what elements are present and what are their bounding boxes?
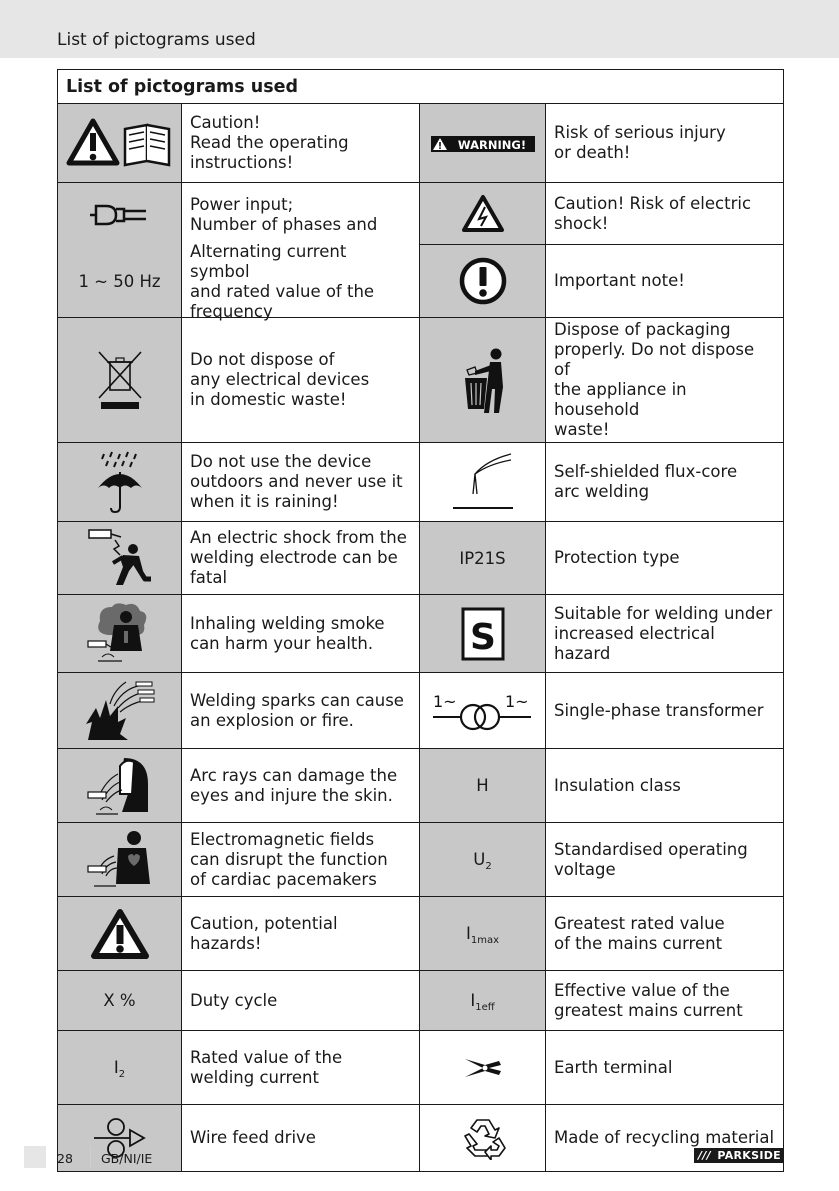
power-plug-icon [58,183,181,247]
pictogram-description: Suitable for welding under increased electrical hazard [546,595,784,673]
table-row [58,1105,784,1172]
pictogram-description: Risk of serious injury or death! [546,104,784,183]
protection-type-symbol: IP21S [420,522,546,595]
warning-label-icon [420,104,546,183]
pictogram-description: An electric shock from the welding electrode can be fatal [182,522,420,595]
recycling-icon [420,1105,546,1172]
pictogram-description: Duty cycle [182,971,420,1031]
single-phase-transformer-icon [420,673,546,749]
table-row [58,897,784,971]
duty-cycle-symbol: X % [58,971,182,1031]
pictogram-description: Effective value of the greatest mains current [546,971,784,1031]
page-number: 28 [57,1151,73,1166]
operating-voltage-symbol: $U_2$ [420,823,546,897]
dispose-packaging-icon [420,318,546,443]
pictogram-description: Caution, potential hazards! [182,897,420,971]
pictogram-description: Welding sparks can cause an explosion or fire. [182,673,420,749]
earth-clamp-icon [420,1031,546,1105]
welding-smoke-icon [58,595,182,673]
table-row [58,971,784,1031]
svg-text:1~: 1~ [504,691,529,711]
welding-current-symbol: $I_2$ [58,1031,182,1105]
flux-core-welding-icon [420,443,546,522]
rain-umbrella-icon [58,443,182,522]
brand-logo [694,1148,784,1163]
pacemaker-icon [58,823,182,897]
mains-current-symbol: $I_{1max}$ [420,897,546,971]
pictogram-description: Wire feed drive [182,1105,420,1172]
shock-note-cell [420,183,546,318]
insulation-class-symbol: H [420,749,546,823]
pictogram-description: Inhaling welding smoke can harm your health. [182,595,420,673]
page-title: List of pictograms used [57,30,256,50]
table-row [58,318,784,443]
table-row [58,1031,784,1105]
brand-name: PARKSIDE [717,1149,781,1162]
pictogram-description: Electromagnetic fields can disrupt the function of cardiac pacemakers [182,823,420,897]
table-caption: List of pictograms used [58,70,784,104]
table-row [58,673,784,749]
electrode-shock-icon [58,522,182,595]
frequency-symbol: 1 ~ 50 Hz [78,272,161,291]
pictogram-description: Do not dispose of any electrical devices in domestic waste! [182,318,420,443]
table-row [58,595,784,673]
table-row [58,183,784,318]
table-row [58,749,784,823]
effective-current-symbol: $I_{1eff}$ [420,971,546,1031]
pictogram-description: Self-shielded flux-core arc welding [546,443,784,522]
crossed-bin-icon [58,318,182,443]
footer-tab [24,1146,46,1168]
svg-text:S: S [469,616,496,658]
pictogram-description: Made of recycling material [546,1105,784,1172]
table-row [58,823,784,897]
electric-shock-triangle-icon [420,183,545,245]
pictogram-description: Rated value of the welding current [182,1031,420,1105]
pictogram-description: Insulation class [546,749,784,823]
s-symbol-icon [420,595,546,673]
pictogram-description: Earth terminal [546,1031,784,1105]
pictogram-description: Arc rays can damage the eyes and injure the skin. [182,749,420,823]
brand-mark: /// [698,1149,711,1162]
svg-text:1~: 1~ [432,691,457,711]
sparks-explosion-icon [58,673,182,749]
arc-rays-icon [58,749,182,823]
pictogram-description: Caution! Read the operating instructions! [182,104,420,183]
pictogram-description: Caution! Risk of electric shock! Important note! [546,183,784,318]
pictogram-table [57,69,784,1172]
important-note-icon [420,245,545,317]
pictogram-description: Single-phase transformer [546,673,784,749]
table-row [58,522,784,595]
pictogram-description: Dispose of packaging properly. Do not dispose of the appliance in household waste! [546,318,784,443]
pictogram-description: Standardised operating voltage [546,823,784,897]
caution-triangle-icon [58,897,182,971]
power-input-cell [58,183,182,318]
footer-divider [90,1146,91,1168]
pictogram-description: Do not use the device outdoors and never use it when it is raining! [182,443,420,522]
pictogram-description: Power input; Number of phases and Alternating current symbol and rated value of the frequency [182,183,420,318]
pictogram-description: Protection type [546,522,784,595]
caution-manual-icon [58,104,182,183]
region-code: GB/NI/IE [101,1151,153,1166]
warning-label-text: WARNING! [457,137,526,152]
pictogram-description: Greatest rated value of the mains current [546,897,784,971]
table-row [58,443,784,522]
table-row [58,104,784,183]
